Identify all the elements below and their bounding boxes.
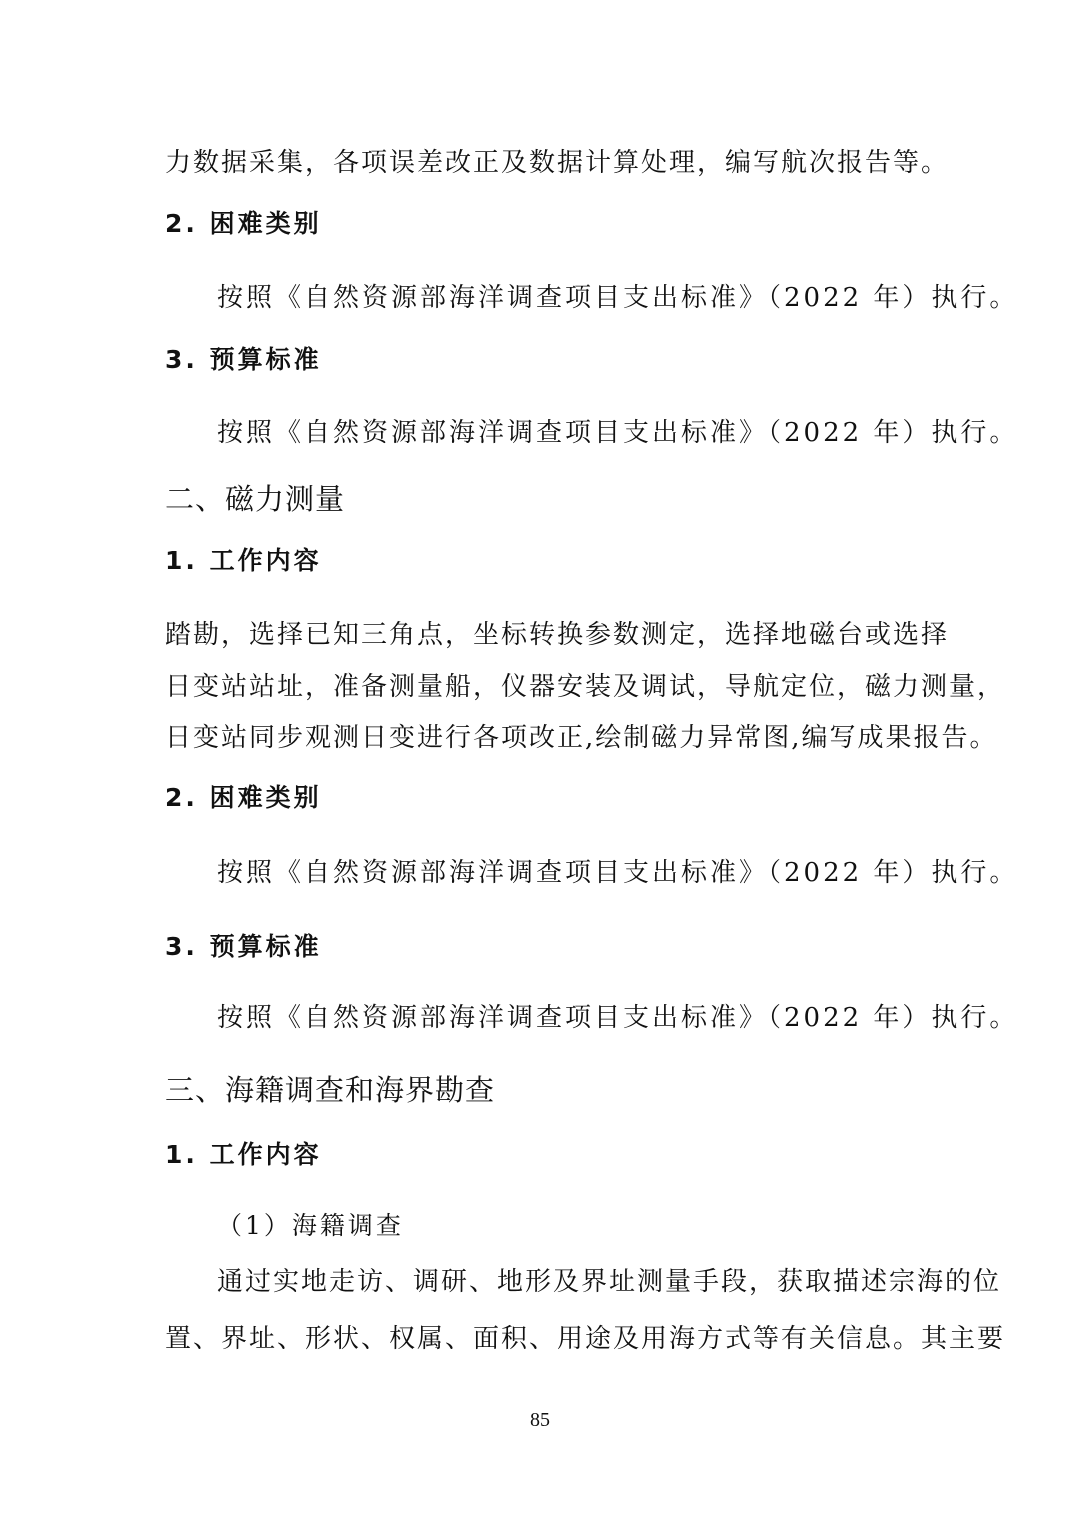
body-text-line: 按照《自然资源部海洋调查项目支出标准》（2022 年）执行。 — [217, 418, 1019, 448]
subheading-difficulty-category: 2. 困难类别 — [165, 209, 322, 238]
body-text-line: 力数据采集，各项误差改正及数据计算处理，编写航次报告等。 — [165, 148, 950, 178]
body-text-line: 日变站同步观测日变进行各项改正,绘制磁力异常图,编写成果报告。 — [165, 723, 998, 753]
subheading-work-content: 1. 工作内容 — [165, 1140, 322, 1169]
subheading-budget-standard: 3. 预算标准 — [165, 345, 322, 374]
body-text-line: 日变站站址，准备测量船，仪器安装及调试，导航定位，磁力测量， — [165, 672, 1006, 702]
subheading-difficulty-category: 2. 困难类别 — [165, 783, 322, 812]
page-number: 85 — [530, 1409, 550, 1431]
body-text-line: 置、界址、形状、权属、面积、用途及用海方式等有关信息。其主要 — [165, 1324, 1006, 1354]
body-text-line: 按照《自然资源部海洋调查项目支出标准》（2022 年）执行。 — [217, 858, 1019, 888]
body-text-line: 按照《自然资源部海洋调查项目支出标准》（2022 年）执行。 — [217, 1003, 1019, 1033]
section-heading-magnetic-survey: 二、磁力测量 — [165, 482, 346, 516]
list-item-heading: （1）海籍调查 — [217, 1211, 404, 1240]
section-heading-sea-area-survey: 三、海籍调查和海界勘查 — [165, 1073, 496, 1107]
subheading-work-content: 1. 工作内容 — [165, 546, 322, 575]
body-text-line: 按照《自然资源部海洋调查项目支出标准》（2022 年）执行。 — [217, 283, 1019, 313]
subheading-budget-standard: 3. 预算标准 — [165, 932, 322, 961]
body-text-line: 踏勘，选择已知三角点，坐标转换参数测定，选择地磁台或选择 — [165, 620, 950, 650]
body-text-line: 通过实地走访、调研、地形及界址测量手段，获取描述宗海的位 — [217, 1267, 1002, 1297]
